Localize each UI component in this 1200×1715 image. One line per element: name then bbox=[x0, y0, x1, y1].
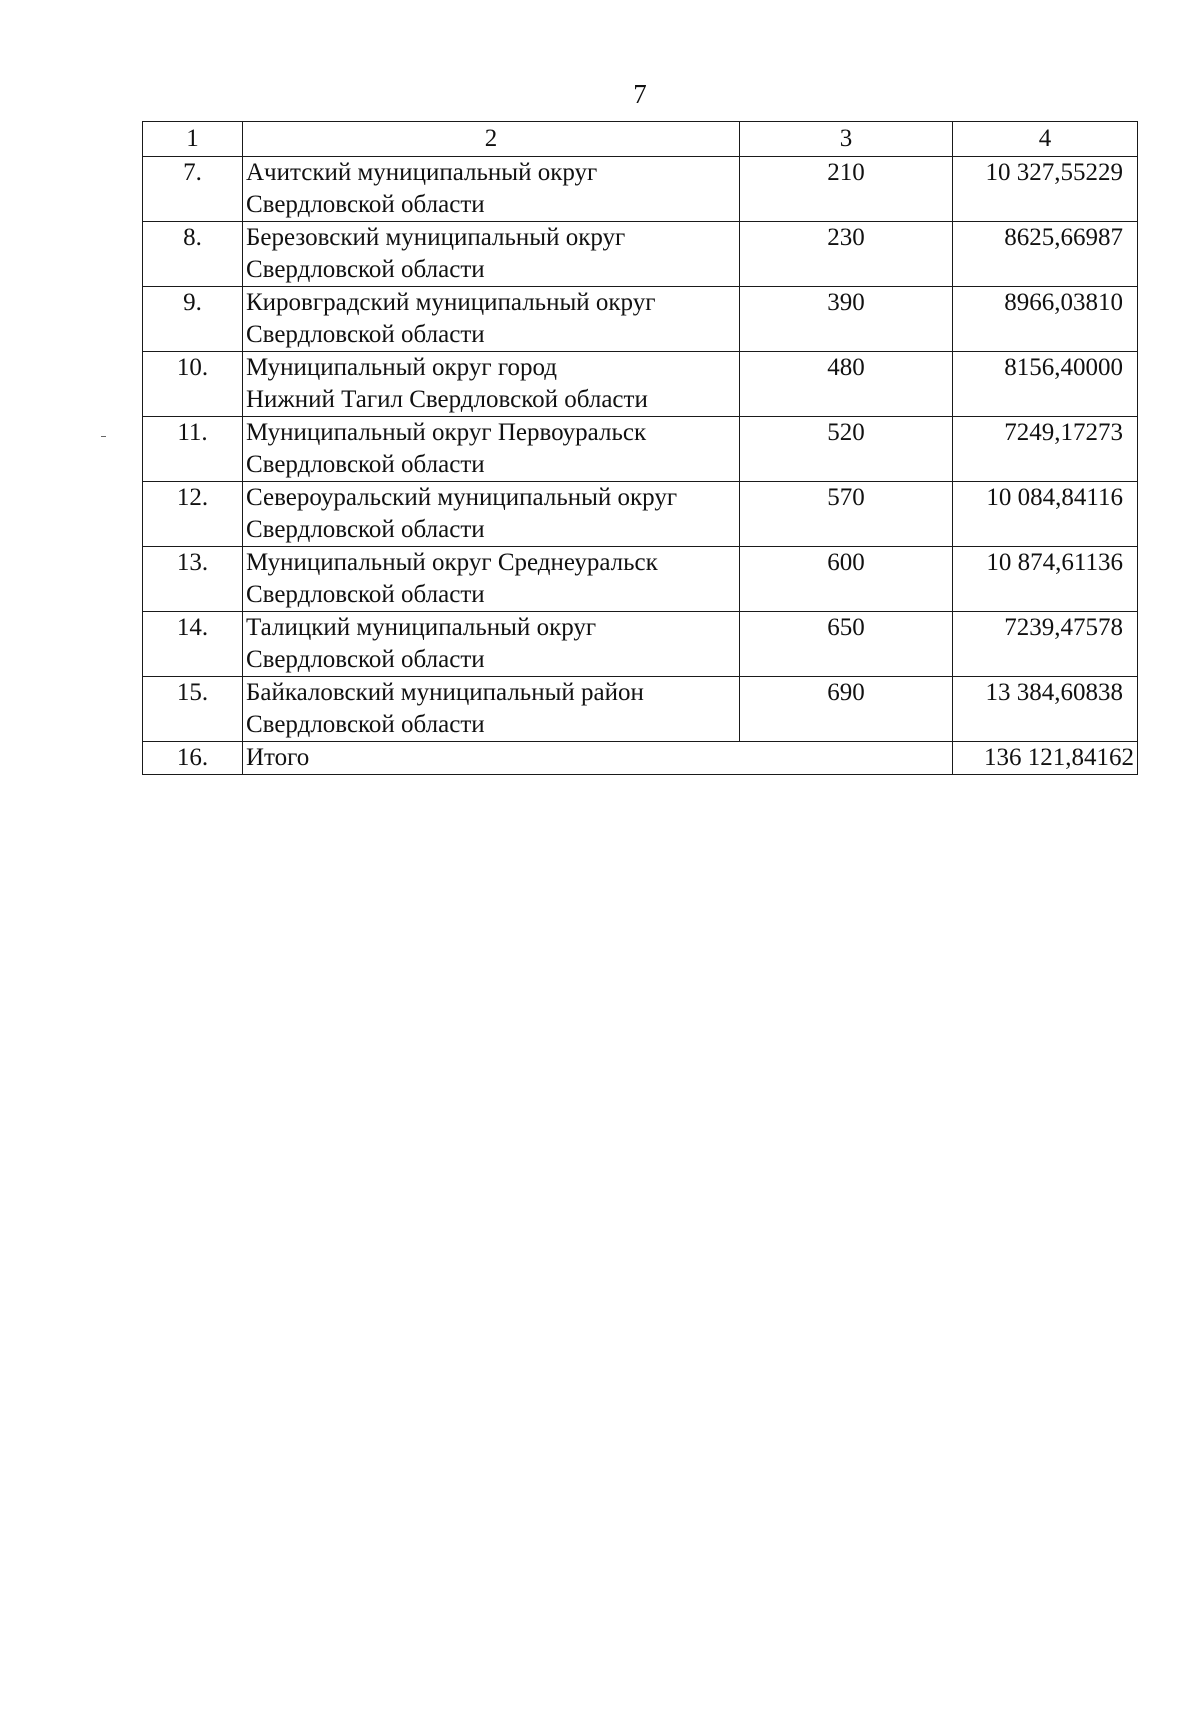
municipality-name bbox=[243, 612, 740, 677]
municipality-name-line-1: Березовский муниципальный округ bbox=[246, 224, 626, 251]
municipality-name-line-2: Свердловской области bbox=[246, 191, 485, 218]
row-number: 15. bbox=[143, 677, 243, 742]
table-header-row bbox=[143, 122, 1138, 157]
total-row-number: 16. bbox=[143, 742, 243, 775]
amount-value: 10 327,55229 bbox=[953, 157, 1138, 222]
table-row bbox=[143, 677, 1138, 742]
table-row bbox=[143, 352, 1138, 417]
municipality-name bbox=[243, 222, 740, 287]
header-col-4: 4 bbox=[953, 122, 1138, 157]
row-number: 7. bbox=[143, 157, 243, 222]
municipality-code: 480 bbox=[740, 352, 953, 417]
amount-value: 7249,17273 bbox=[953, 417, 1138, 482]
amount-value: 8625,66987 bbox=[953, 222, 1138, 287]
amount-value: 8156,40000 bbox=[953, 352, 1138, 417]
total-label: Итого bbox=[243, 742, 740, 775]
municipality-name bbox=[243, 287, 740, 352]
table-row bbox=[143, 222, 1138, 287]
municipality-name-line-2: Свердловской области bbox=[246, 711, 485, 738]
municipality-name-line-1: Байкаловский муниципальный район bbox=[246, 679, 644, 706]
total-empty-cell bbox=[740, 742, 953, 775]
municipality-name bbox=[243, 417, 740, 482]
header-col-2: 2 bbox=[243, 122, 740, 157]
municipality-code: 690 bbox=[740, 677, 953, 742]
municipality-name-line-1: Кировградский муниципальный округ bbox=[246, 289, 656, 316]
table-row bbox=[143, 612, 1138, 677]
municipality-name bbox=[243, 547, 740, 612]
header-col-1: 1 bbox=[143, 122, 243, 157]
municipality-name-line-1: Талицкий муниципальный округ bbox=[246, 614, 597, 641]
municipality-code: 230 bbox=[740, 222, 953, 287]
municipality-name-line-1: Муниципальный округ Среднеуральск bbox=[246, 549, 658, 576]
allocation-table bbox=[142, 121, 1138, 775]
table-row bbox=[143, 157, 1138, 222]
municipality-code: 390 bbox=[740, 287, 953, 352]
amount-value: 10 874,61136 bbox=[953, 547, 1138, 612]
municipality-name-line-2: Свердловской области bbox=[246, 516, 485, 543]
municipality-name-line-2: Нижний Тагил Свердловской области bbox=[246, 386, 648, 413]
municipality-name-line-1: Ачитский муниципальный округ bbox=[246, 159, 598, 186]
municipality-name-line-1: Муниципальный округ город bbox=[246, 354, 557, 381]
total-amount: 136 121,84162 bbox=[953, 742, 1138, 775]
municipality-code: 650 bbox=[740, 612, 953, 677]
table-row bbox=[143, 547, 1138, 612]
municipality-name-line-2: Свердловской области bbox=[246, 256, 485, 283]
municipality-name-line-2: Свердловской области bbox=[246, 321, 485, 348]
municipality-name-line-1: Североуральский муниципальный округ bbox=[246, 484, 678, 511]
municipality-name bbox=[243, 157, 740, 222]
row-number: 10. bbox=[143, 352, 243, 417]
amount-value: 10 084,84116 bbox=[953, 482, 1138, 547]
table-row bbox=[143, 287, 1138, 352]
amount-value: 13 384,60838 bbox=[953, 677, 1138, 742]
municipality-name-line-2: Свердловской области bbox=[246, 451, 485, 478]
municipality-name-line-1: Муниципальный округ Первоуральск bbox=[246, 419, 647, 446]
municipality-name bbox=[243, 482, 740, 547]
municipality-code: 520 bbox=[740, 417, 953, 482]
row-number: 14. bbox=[143, 612, 243, 677]
municipality-name-line-2: Свердловской области bbox=[246, 581, 485, 608]
header-col-3: 3 bbox=[740, 122, 953, 157]
municipality-code: 600 bbox=[740, 547, 953, 612]
table-row bbox=[143, 417, 1138, 482]
stray-mark bbox=[101, 436, 106, 437]
row-number: 8. bbox=[143, 222, 243, 287]
municipality-code: 210 bbox=[740, 157, 953, 222]
municipality-name bbox=[243, 352, 740, 417]
page-number: 7 bbox=[633, 79, 647, 109]
row-number: 9. bbox=[143, 287, 243, 352]
table-row bbox=[143, 482, 1138, 547]
row-number: 11. bbox=[143, 417, 243, 482]
row-number: 12. bbox=[143, 482, 243, 547]
amount-value: 7239,47578 bbox=[953, 612, 1138, 677]
amount-value: 8966,03810 bbox=[953, 287, 1138, 352]
total-row bbox=[143, 742, 1138, 775]
municipality-code: 570 bbox=[740, 482, 953, 547]
municipality-name-line-2: Свердловской области bbox=[246, 646, 485, 673]
row-number: 13. bbox=[143, 547, 243, 612]
municipality-name bbox=[243, 677, 740, 742]
